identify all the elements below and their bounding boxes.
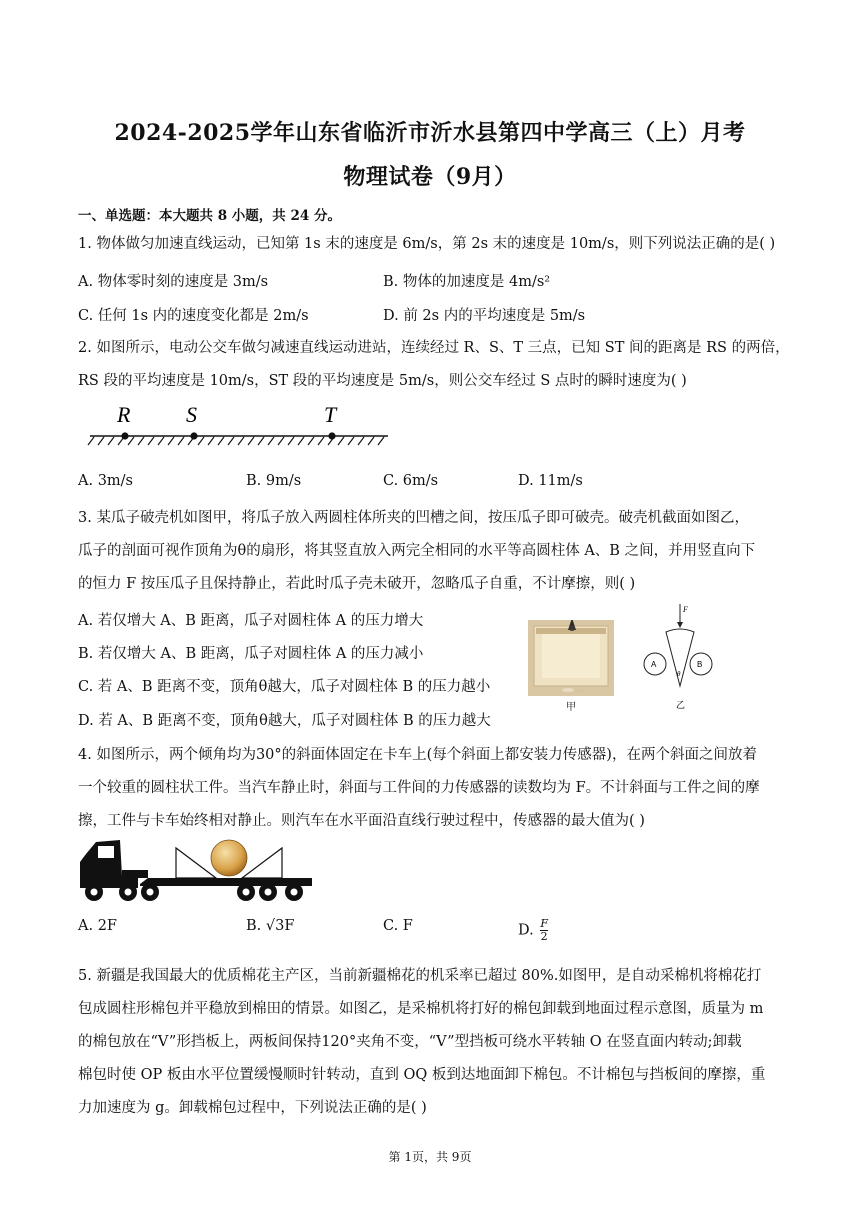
- q5-stem-line1: 5. 新疆是我国最大的优质棉花主产区，当前新疆棉花的机采率已超过 80%.如图甲，是自动采棉机将棉花打: [78, 968, 762, 984]
- q4-truck-figure: [78, 832, 316, 908]
- q3-option-d: D. 若 A、B 距离不变，顶角θ越大，瓜子对圆柱体 B 的压力越大: [78, 713, 491, 729]
- fig-label-a: A: [651, 660, 657, 669]
- q4-option-d-prefix: D.: [518, 922, 534, 939]
- q4-stem-line3: 擦，工件与卡车始终相对静止。则汽车在水平面沿直线行驶过程中，传感器的最大值为( ): [78, 813, 645, 829]
- exam-title-line2: 物理试卷（9月）: [343, 164, 517, 190]
- q4-option-b: B. √3F: [246, 918, 295, 934]
- q5-stem-line2: 包成圆柱形棉包并平稳放到棉田的情景。如图乙，是采棉机将打好的棉包卸载到地面过程示意图，质量为 m: [78, 1001, 764, 1017]
- q2-road-figure: [86, 398, 394, 454]
- label-r: R: [117, 402, 131, 427]
- q1-option-a: A. 物体零时刻的速度是 3m/s: [78, 274, 269, 290]
- q3-option-b: B. 若仅增大 A、B 距离，瓜子对圆柱体 A 的压力减小: [78, 646, 424, 662]
- section-heading: 一、单选题：本大题共 8 小题，共 24 分。: [78, 208, 341, 224]
- workpiece: [211, 840, 247, 876]
- point-s: [190, 432, 197, 439]
- q1-option-d: D. 前 2s 内的平均速度是 5m/s: [383, 308, 586, 324]
- page-footer: 第 1页，共 9页: [388, 1150, 472, 1164]
- q2-option-a: A. 3m/s: [78, 473, 133, 489]
- fraction-denominator: 2: [540, 930, 548, 943]
- q3-cross-section-diagram: [640, 600, 720, 712]
- q4-stem-line2: 一个较重的圆柱状工件。当汽车静止时，斜面与工件间的力传感器的读数均为 F。不计斜面与工件之间的摩: [78, 780, 760, 796]
- fig-label-b: B: [697, 660, 703, 669]
- q3-cracker-photo: [528, 620, 614, 696]
- q2-stem-line1: 2. 如图所示，电动公交车做匀减速直线运动进站，连续经过 R、S、T 三点，已知 ST 间的距离是 RS 的两倍，: [78, 340, 790, 356]
- q2-option-c: C. 6m/s: [383, 473, 439, 489]
- q2-option-b: B. 9m/s: [246, 473, 302, 489]
- point-t: [328, 432, 335, 439]
- q3-stem-line3: 的恒力 F 按压瓜子且保持静止，若此时瓜子壳未破开，忽略瓜子自重，不计摩擦，则( ): [78, 576, 636, 592]
- q1-option-c: C. 任何 1s 内的速度变化都是 2m/s: [78, 308, 309, 324]
- fig-label-jia: 甲: [566, 702, 576, 713]
- fig-label-yi: 乙: [676, 701, 686, 711]
- q4-option-c: C. F: [383, 918, 413, 934]
- fraction-numerator: F: [540, 917, 548, 930]
- exam-title-line1: 2024-2025学年山东省临沂市沂水县第四中学高三（上）月考: [114, 120, 746, 146]
- point-r: [121, 432, 128, 439]
- q3-option-a: A. 若仅增大 A、B 距离，瓜子对圆柱体 A 的压力增大: [78, 613, 424, 629]
- q5-stem-line5: 力加速度为 g。卸载棉包过程中，下列说法正确的是( ): [78, 1100, 427, 1116]
- q1-stem: 1. 物体做匀加速直线运动，已知第 1s 末的速度是 6m/s，第 2s 末的速度是 10m/s，则下列说法正确的是( ): [78, 236, 776, 252]
- q5-stem-line4: 棉包时使 OP 板由水平位置缓慢顺时针转动，直到 OQ 板到达地面卸下棉包。不计棉包与挡板间的摩擦，重: [78, 1067, 766, 1083]
- q4-option-d: [518, 918, 548, 943]
- fig-label-theta: θ: [677, 670, 681, 678]
- label-s: S: [186, 402, 197, 427]
- q3-stem-line1: 3. 某瓜子破壳机如图甲，将瓜子放入两圆柱体所夹的凹槽之间，按压瓜子即可破壳。破壳机截面如图乙，: [78, 510, 749, 526]
- q4-option-a: A. 2F: [78, 918, 117, 934]
- q2-stem-line2: RS 段的平均速度是 10m/s，ST 段的平均速度是 5m/s，则公交车经过 S 点时的瞬时速度为( ): [78, 373, 687, 389]
- label-t: T: [324, 402, 337, 427]
- q4-option-d-fraction: [540, 918, 548, 943]
- q5-stem-line3: 的棉包放在“V”形挡板上，两板间保持120°夹角不变，“V”型挡板可绕水平转轴 O 在竖直面内转动;卸载: [78, 1034, 742, 1050]
- q4-stem-line1: 4. 如图所示，两个倾角均为30°的斜面体固定在卡车上(每个斜面上都安装力传感器)，在两个斜面之间放着: [78, 747, 757, 763]
- fig-label-f: F: [683, 605, 688, 614]
- q2-option-d: D. 11m/s: [518, 473, 583, 489]
- ground-hatching: [88, 437, 384, 445]
- q3-option-c: C. 若 A、B 距离不变，顶角θ越大，瓜子对圆柱体 B 的压力越小: [78, 679, 491, 695]
- q3-stem-line2: 瓜子的剖面可视作顶角为θ的扇形，将其竖直放入两完全相同的水平等高圆柱体 A、B 之间，并用竖直向下: [78, 543, 756, 559]
- q1-option-b: B. 物体的加速度是 4m/s²: [383, 274, 551, 290]
